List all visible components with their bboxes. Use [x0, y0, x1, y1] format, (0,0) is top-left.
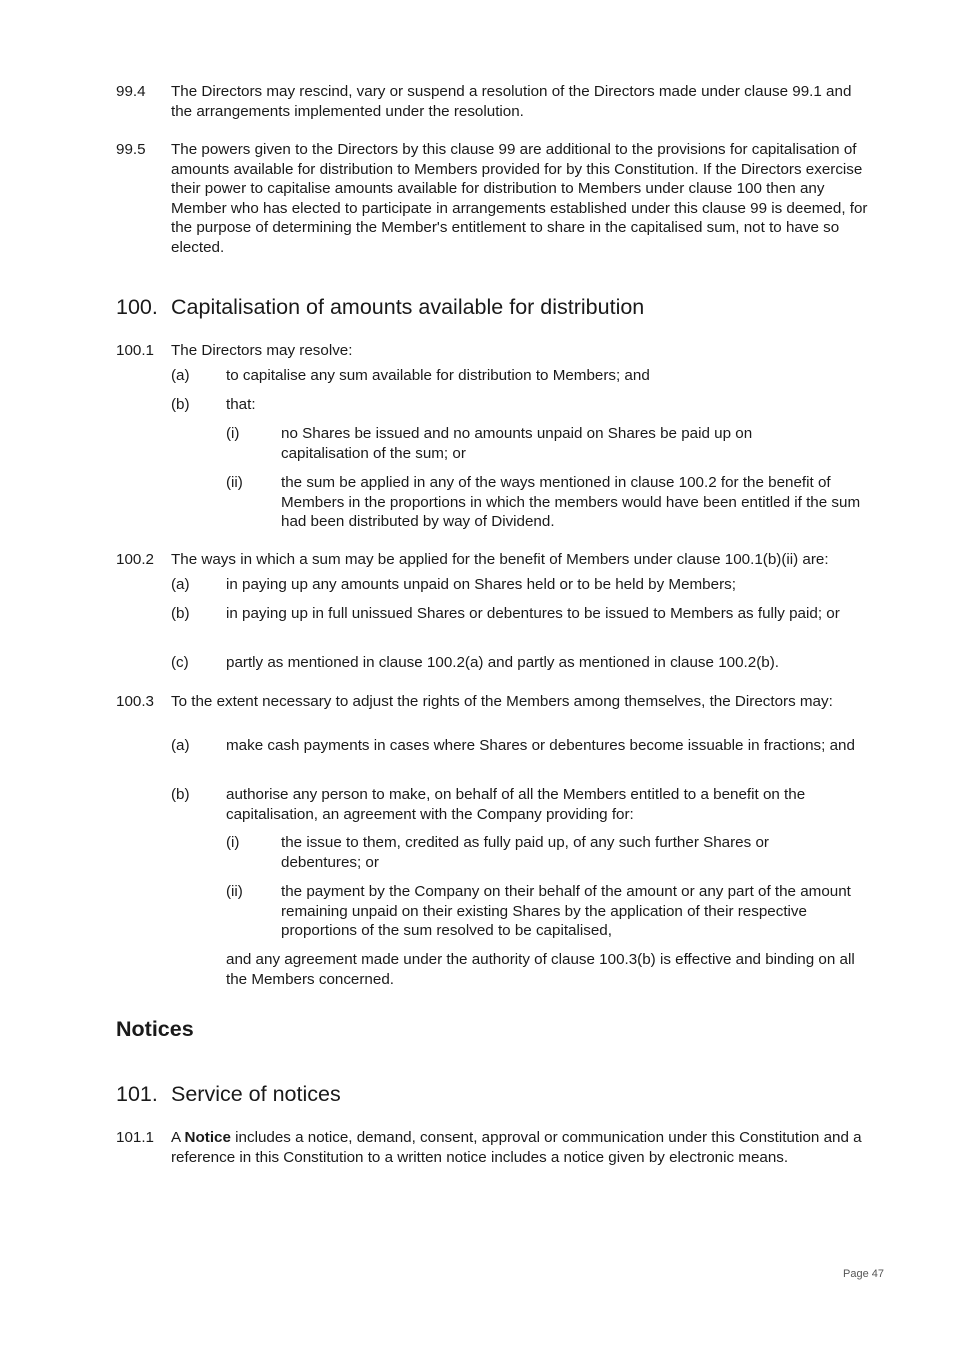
sub-clause-text: to capitalise any sum available for distribution to Members; and [226, 367, 650, 384]
sub-sub-clause-number: (ii) [226, 474, 243, 491]
defined-term: Notice [184, 1129, 231, 1146]
section-title: Capitalisation of amounts available for distribution [171, 295, 645, 319]
clause-text: The Directors may resolve: [171, 342, 353, 359]
sub-sub-clause-text: the issue to them, credited as fully paid up, of any such further Shares or debentures; or [281, 834, 769, 871]
clause-number: 100.1 [116, 342, 155, 359]
clause-number: 99.4 [116, 83, 146, 100]
sub-clause-text: in paying up any amounts unpaid on Shares held or to be held by Members; [226, 576, 736, 593]
sub-clause-number: (b) [171, 396, 190, 413]
sub-clause-number: (a) [171, 737, 190, 754]
sub-clause-text: make cash payments in cases where Shares or debentures become issuable in fractions; and [226, 737, 855, 754]
sub-clause-text: partly as mentioned in clause 100.2(a) and partly as mentioned in clause 100.2(b). [226, 654, 779, 671]
clause-text: To the extent necessary to adjust the rights of the Members among themselves, the Directors may: [171, 693, 833, 710]
clause-closing-text: and any agreement made under the authority of clause 100.3(b) is effective and binding on all the Members concerned. [226, 951, 855, 988]
section-number: 101. [116, 1082, 158, 1106]
sub-clause-number: (a) [171, 367, 190, 384]
clause-text: The ways in which a sum may be applied for the benefit of Members under clause 100.1(b)(ii) are: [171, 551, 829, 568]
section-title: Service of notices [171, 1082, 341, 1106]
sub-sub-clause-text: no Shares be issued and no amounts unpaid on Shares be paid up on capitalisation of the sum; or [281, 425, 753, 462]
sub-sub-clause-text: the sum be applied in any of the ways mentioned in clause 100.2 for the benefit of Members in the proportions in which the members would have been entitled if the sum had been distributed by way of Dividend. [281, 474, 861, 531]
sub-clause-number: (b) [171, 786, 190, 803]
clause-number: 101.1 [116, 1129, 155, 1146]
clause-number: 99.5 [116, 141, 146, 158]
sub-clause-text: that: [226, 396, 256, 413]
sub-clause-number: (b) [171, 605, 190, 622]
sub-clause-text: authorise any person to make, on behalf of all the Members entitled to a benefit on the capitalisation, an agreement with the Company providing for: [226, 786, 806, 823]
sub-clause-text: in paying up in full unissued Shares or debentures to be issued to Members as fully paid; or [226, 605, 840, 622]
clause-text-prefix: A [171, 1129, 185, 1146]
section-number: 100. [116, 295, 158, 319]
clause-text-body: includes a notice, demand, consent, approval or communication under this Constitution and a reference in this Constitution to a written notice includes a notice given by electronic means. [171, 1129, 862, 1166]
sub-clause-number: (a) [171, 576, 190, 593]
clause-text: The Directors may rescind, vary or suspend a resolution of the Directors made under clause 99.1 and the arrangements implemented under the resolution. [171, 83, 852, 120]
sub-sub-clause-number: (ii) [226, 883, 243, 900]
page-number: Page 47 [843, 1268, 884, 1280]
clause-number: 100.2 [116, 551, 155, 568]
part-heading: Notices [116, 1017, 194, 1041]
clause-number: 100.3 [116, 693, 155, 710]
clause-text: The powers given to the Directors by this clause 99 are additional to the provisions for capitalisation of amounts available for distribution to Members provided for by this Constitution. If the Directors exercise their power to capitalise amounts available for distribution to Members under clause 100 then any Member who has elected to participate in arrangements established under this clause 99 is deemed, for the purpose of determining the Member's entitlement to share in the capitalised sum, not to have so elected. [171, 141, 868, 256]
sub-clause-number: (c) [171, 654, 189, 671]
sub-sub-clause-text: the payment by the Company on their behalf of the amount or any part of the amount remaining unpaid on their existing Shares by the application of their respective proportions of the sum resolved to be capitalised, [281, 883, 851, 940]
sub-sub-clause-number: (i) [226, 834, 240, 851]
sub-sub-clause-number: (i) [226, 425, 240, 442]
clause-text [171, 1128, 871, 1167]
